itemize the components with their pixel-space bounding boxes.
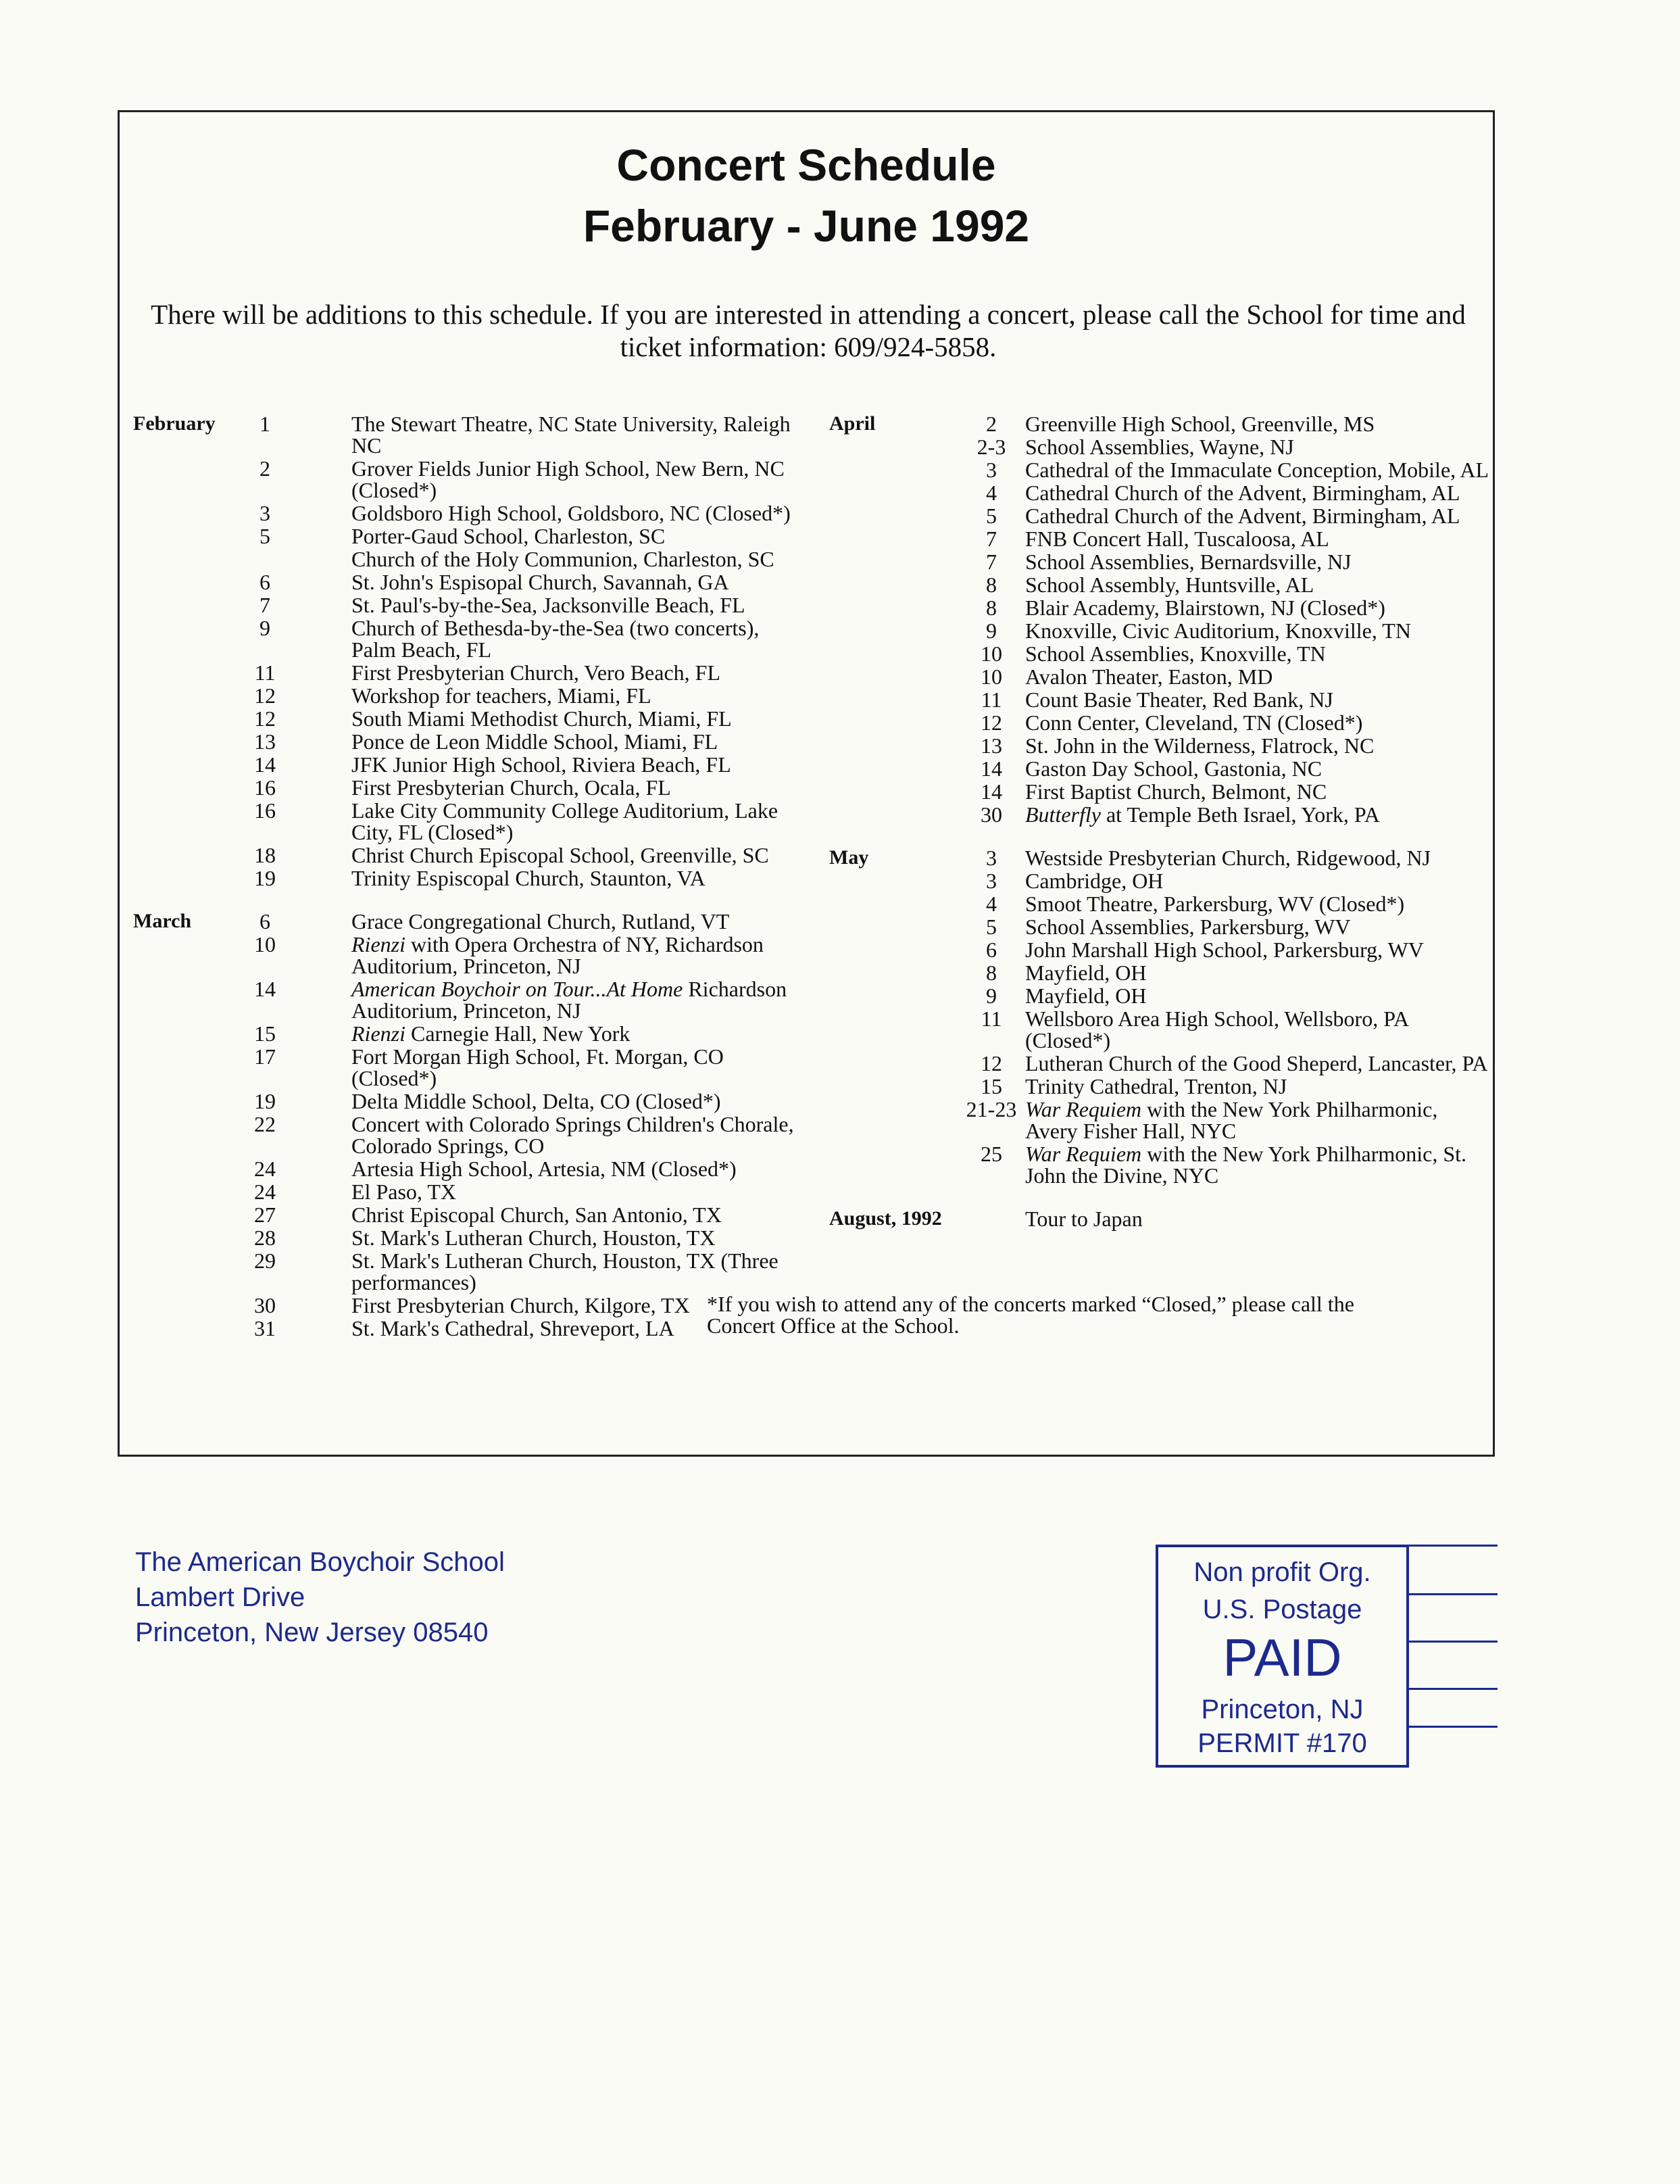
- work-title: Rienzi: [351, 1021, 405, 1046]
- venue: Conn Center, Cleveland, TN (Closed*): [1025, 710, 1363, 735]
- date: 16: [254, 775, 276, 800]
- venue: School Assemblies, Wayne, NJ: [1025, 435, 1294, 459]
- date: 15: [254, 1021, 276, 1046]
- venue: Wellsboro Area High School, Wellsboro, PA (Closed*): [1025, 1006, 1408, 1052]
- venue: Greenville High School, Greenville, MS: [1025, 412, 1375, 436]
- schedule-column-right: [822, 413, 1491, 1251]
- venue: Count Basie Theater, Red Bank, NJ: [1025, 687, 1333, 712]
- schedule-row: [133, 685, 809, 706]
- schedule-row: [133, 662, 809, 683]
- schedule-row: [133, 911, 809, 932]
- venue: Mayfield, OH: [1025, 961, 1147, 985]
- date: 12: [981, 1051, 1002, 1075]
- venue: [351, 933, 797, 977]
- venue: Cathedral Church of the Advent, Birmingham, AL: [1025, 481, 1460, 505]
- date: 24: [254, 1157, 276, 1181]
- date: 12: [254, 706, 276, 731]
- venue: St. Mark's Lutheran Church, Houston, TX: [351, 1226, 716, 1250]
- schedule-box: [118, 110, 1495, 1457]
- venue: St. Paul's-by-the-Sea, Jacksonville Beach, FL: [351, 593, 745, 617]
- schedule-row: [133, 1046, 809, 1089]
- date: 16: [254, 798, 276, 823]
- work-title: American Boychoir on Tour...At Home: [351, 977, 683, 1001]
- schedule-row: [822, 482, 1491, 504]
- date: 3: [986, 458, 997, 482]
- venue-text: with the New York Philharmonic, Avery Fisher Hall, NYC: [1025, 1097, 1438, 1143]
- venue: Ponce de Leon Middle School, Miami, FL: [351, 729, 718, 754]
- venue-text: with the New York Philharmonic, St. John the Divine, NYC: [1025, 1142, 1467, 1188]
- month-name: May: [829, 846, 869, 869]
- schedule-row: [822, 985, 1491, 1006]
- date: 19: [254, 866, 276, 890]
- date: 14: [254, 752, 276, 777]
- venue: Grover Fields Junior High School, New Bern, NC (Closed*): [351, 456, 785, 502]
- venue: Cambridge, OH: [1025, 869, 1164, 893]
- date: 3: [986, 869, 997, 893]
- month-name: August, 1992: [829, 1207, 942, 1230]
- date: 2: [260, 456, 270, 481]
- date: 4: [986, 892, 997, 916]
- venue: Lutheran Church of the Good Sheperd, Lancaster, PA: [1025, 1051, 1488, 1075]
- schedule-row: [133, 1204, 809, 1226]
- date: 5: [986, 915, 997, 939]
- intro-text: There will be additions to this schedule. If you are interested in attending a concert, please call the School for time and ticket information: 609/924-5858.: [151, 299, 1466, 362]
- postage-permit: PERMIT #170: [1197, 1728, 1367, 1758]
- postage-line: Princeton, NJ: [1201, 1695, 1364, 1724]
- venue: School Assemblies, Bernardsville, NJ: [1025, 550, 1352, 574]
- schedule-row: [133, 1181, 809, 1203]
- venue: Smoot Theatre, Parkersburg, WV (Closed*): [1025, 892, 1405, 916]
- schedule-row: [133, 708, 809, 729]
- date: 6: [260, 909, 270, 933]
- schedule-row: [822, 847, 1491, 869]
- address-line: Princeton, New Jersey 08540: [135, 1618, 489, 1647]
- date: 11: [254, 660, 276, 685]
- schedule-column-left: [133, 413, 809, 1361]
- date: 14: [981, 779, 1002, 804]
- date: 10: [981, 641, 1002, 666]
- date: 11: [981, 1006, 1002, 1031]
- schedule-row: [822, 459, 1491, 481]
- venue: John Marshall High School, Parkersburg, WV: [1025, 938, 1424, 962]
- date: 5: [986, 504, 997, 528]
- venue: Tour to Japan: [1025, 1207, 1143, 1231]
- venue: Westside Presbyterian Church, Ridgewood, NJ: [1025, 846, 1431, 870]
- venue: [1025, 1098, 1491, 1142]
- schedule-row: [133, 548, 809, 570]
- venue: [351, 978, 797, 1021]
- month-name: April: [829, 412, 876, 435]
- schedule-row: [822, 666, 1491, 687]
- venue: Cathedral of the Immaculate Conception, Mobile, AL: [1025, 458, 1489, 482]
- venue: [1025, 804, 1491, 825]
- schedule-row: [822, 870, 1491, 892]
- month-block: [822, 413, 1491, 827]
- schedule-row: [133, 1158, 809, 1180]
- schedule-row: [133, 1023, 809, 1044]
- month-block: [822, 1208, 1491, 1231]
- schedule-row: [822, 804, 1491, 825]
- venue: School Assemblies, Knoxville, TN: [1025, 641, 1326, 666]
- venue: St. Mark's Cathedral, Shreveport, LA: [351, 1316, 674, 1340]
- closed-footnote: *If you wish to attend any of the concerts marked “Closed,” please call the Concert Office at the School.: [707, 1292, 1354, 1338]
- date: 22: [254, 1112, 276, 1136]
- address-line: The American Boychoir School: [135, 1547, 505, 1577]
- date: 14: [981, 756, 1002, 781]
- date: 12: [254, 683, 276, 708]
- schedule-row: [822, 758, 1491, 779]
- venue: Church of the Holy Communion, Charleston, SC: [351, 547, 774, 571]
- date: 3: [986, 846, 997, 870]
- date: 13: [254, 729, 276, 754]
- postage-line: U.S. Postage: [1202, 1595, 1362, 1624]
- venue: Goldsboro High School, Goldsboro, NC (Closed*): [351, 501, 791, 525]
- date: 30: [254, 1293, 276, 1317]
- schedule-row: [822, 689, 1491, 710]
- schedule-row: [133, 1090, 809, 1112]
- schedule-row: [822, 962, 1491, 984]
- schedule-row: [133, 617, 809, 660]
- schedule-row: [822, 735, 1491, 756]
- venue: The Stewart Theatre, NC State University, Raleigh NC: [351, 412, 791, 458]
- date: 8: [986, 573, 997, 597]
- work-title: Butterfly: [1025, 802, 1101, 827]
- date: 8: [986, 961, 997, 985]
- date: 9: [986, 618, 997, 643]
- page-title: Concert Schedule: [616, 140, 996, 190]
- date: 28: [254, 1226, 276, 1250]
- work-title: War Requiem: [1025, 1097, 1142, 1121]
- date: 8: [986, 596, 997, 620]
- schedule-row: [822, 939, 1491, 961]
- schedule-row: [133, 933, 809, 977]
- venue: First Presbyterian Church, Vero Beach, FL: [351, 660, 720, 685]
- date: 29: [254, 1248, 276, 1273]
- schedule-row: [822, 574, 1491, 596]
- schedule-row: [133, 844, 809, 866]
- venue: Blair Academy, Blairstown, NJ (Closed*): [1025, 596, 1385, 620]
- schedule-row: [822, 1208, 1491, 1230]
- schedule-row: [133, 800, 809, 843]
- schedule-row: [822, 436, 1491, 458]
- indicia-rules: [1406, 1545, 1498, 1768]
- date: 10: [254, 932, 276, 956]
- date: 24: [254, 1180, 276, 1204]
- date: 3: [260, 501, 270, 525]
- date: 12: [981, 710, 1002, 735]
- venue: St. John in the Wilderness, Flatrock, NC: [1025, 733, 1375, 758]
- venue: Lake City Community College Auditorium, Lake City, FL (Closed*): [351, 798, 779, 844]
- date: 31: [254, 1316, 276, 1340]
- schedule-row: [822, 916, 1491, 938]
- venue-text: Carnegie Hall, New York: [405, 1021, 631, 1046]
- venue: Cathedral Church of the Advent, Birmingham, AL: [1025, 504, 1460, 528]
- venue: [1025, 1143, 1491, 1186]
- venue: School Assemblies, Parkersburg, WV: [1025, 915, 1351, 939]
- address-line: Lambert Drive: [135, 1582, 305, 1612]
- schedule-row: [133, 571, 809, 593]
- schedule-row: [133, 754, 809, 775]
- venue: Grace Congregational Church, Rutland, VT: [351, 909, 730, 933]
- schedule-row: [822, 643, 1491, 664]
- venue: First Presbyterian Church, Ocala, FL: [351, 775, 671, 800]
- venue: Delta Middle School, Delta, CO (Closed*): [351, 1089, 721, 1113]
- venue: FNB Concert Hall, Tuscaloosa, AL: [1025, 527, 1329, 551]
- venue: Knoxville, Civic Auditorium, Knoxville, TN: [1025, 618, 1411, 643]
- date: 2-3: [977, 435, 1006, 459]
- venue: Avalon Theater, Easton, MD: [1025, 664, 1273, 689]
- date: 10: [981, 664, 1002, 689]
- schedule-row: [822, 712, 1491, 733]
- venue: Fort Morgan High School, Ft. Morgan, CO (Closed*): [351, 1044, 724, 1090]
- date: 17: [254, 1044, 276, 1069]
- month-block: [133, 911, 809, 1340]
- venue: JFK Junior High School, Riviera Beach, FL: [351, 752, 731, 777]
- venue-text: with Opera Orchestra of NY, Richardson Auditorium, Princeton, NJ: [351, 932, 764, 978]
- venue: Mayfield, OH: [1025, 984, 1147, 1008]
- date: 9: [260, 616, 270, 640]
- schedule-row: [822, 505, 1491, 527]
- venue: Church of Bethesda-by-the-Sea (two concerts), Palm Beach, FL: [351, 616, 760, 662]
- work-title: War Requiem: [1025, 1142, 1142, 1166]
- venue-text: Richardson Auditorium, Princeton, NJ: [351, 977, 787, 1023]
- date: 25: [981, 1142, 1002, 1166]
- schedule-row: [822, 528, 1491, 550]
- return-address: [135, 1545, 505, 1650]
- schedule-row: [822, 1052, 1491, 1074]
- date: 4: [986, 481, 997, 505]
- date: 21-23: [966, 1097, 1017, 1121]
- date: 27: [254, 1203, 276, 1227]
- venue: St. John's Espisopal Church, Savannah, GA: [351, 570, 729, 594]
- venue: Christ Episcopal Church, San Antonio, TX: [351, 1203, 722, 1227]
- schedule-row: [822, 893, 1491, 915]
- schedule-row: [822, 551, 1491, 573]
- date: 30: [981, 802, 1002, 827]
- date: 19: [254, 1089, 276, 1113]
- venue: Artesia High School, Artesia, NM (Closed*): [351, 1157, 737, 1181]
- month-block: [133, 413, 809, 890]
- date: 1: [260, 412, 270, 436]
- page-subtitle: February - June 1992: [583, 201, 1030, 251]
- date: 7: [260, 593, 270, 617]
- schedule-row: [133, 777, 809, 798]
- month-name: February: [133, 412, 216, 435]
- date: 6: [260, 570, 270, 594]
- schedule-row: [133, 525, 809, 547]
- date: 7: [986, 527, 997, 551]
- schedule-row: [822, 1098, 1491, 1142]
- date: 11: [981, 687, 1002, 712]
- date: 15: [981, 1074, 1002, 1098]
- venue: School Assembly, Huntsville, AL: [1025, 573, 1314, 597]
- venue: First Presbyterian Church, Kilgore, TX: [351, 1293, 690, 1317]
- month-name: March: [133, 910, 192, 932]
- schedule-row: [133, 978, 809, 1021]
- work-title: Rienzi: [351, 932, 405, 956]
- venue: First Baptist Church, Belmont, NC: [1025, 779, 1327, 804]
- date: 14: [254, 977, 276, 1001]
- date: 5: [260, 524, 270, 548]
- postage-paid: PAID: [1222, 1628, 1342, 1687]
- schedule-row: [133, 1227, 809, 1248]
- date: 13: [981, 733, 1002, 758]
- date: 7: [986, 550, 997, 574]
- venue: St. Mark's Lutheran Church, Houston, TX (Three performances): [351, 1248, 779, 1294]
- postage-indicia: [1156, 1545, 1409, 1768]
- date: 9: [986, 984, 997, 1008]
- schedule-row: [822, 1008, 1491, 1051]
- venue-text: at Temple Beth Israel, York, PA: [1100, 802, 1380, 827]
- venue: Concert with Colorado Springs Children's Chorale, Colorado Springs, CO: [351, 1112, 794, 1158]
- schedule-row: [133, 458, 809, 501]
- schedule-row: [822, 1075, 1491, 1097]
- postage-line: Non profit Org.: [1193, 1557, 1371, 1587]
- venue: El Paso, TX: [351, 1180, 456, 1204]
- month-block: [822, 847, 1491, 1188]
- schedule-row: [133, 731, 809, 752]
- venue: Gaston Day School, Gastonia, NC: [1025, 756, 1323, 781]
- date: 6: [986, 938, 997, 962]
- date: 2: [986, 412, 997, 436]
- schedule-row: [133, 1250, 809, 1293]
- schedule-row: [822, 413, 1491, 435]
- date: 18: [254, 843, 276, 867]
- venue: Workshop for teachers, Miami, FL: [351, 683, 651, 708]
- venue: Porter-Gaud School, Charleston, SC: [351, 524, 666, 548]
- schedule-row: [822, 620, 1491, 641]
- venue: [351, 1023, 797, 1044]
- venue: South Miami Methodist Church, Miami, FL: [351, 706, 732, 731]
- schedule-row: [822, 1143, 1491, 1186]
- schedule-row: [133, 594, 809, 616]
- schedule-row: [133, 867, 809, 889]
- schedule-row: [822, 597, 1491, 618]
- venue: Trinity Espiscopal Church, Staunton, VA: [351, 866, 706, 890]
- venue: Christ Church Episcopal School, Greenville, SC: [351, 843, 769, 867]
- venue: Trinity Cathedral, Trenton, NJ: [1025, 1074, 1287, 1098]
- schedule-row: [133, 1113, 809, 1157]
- schedule-row: [822, 781, 1491, 802]
- schedule-row: [133, 413, 809, 456]
- schedule-row: [133, 502, 809, 524]
